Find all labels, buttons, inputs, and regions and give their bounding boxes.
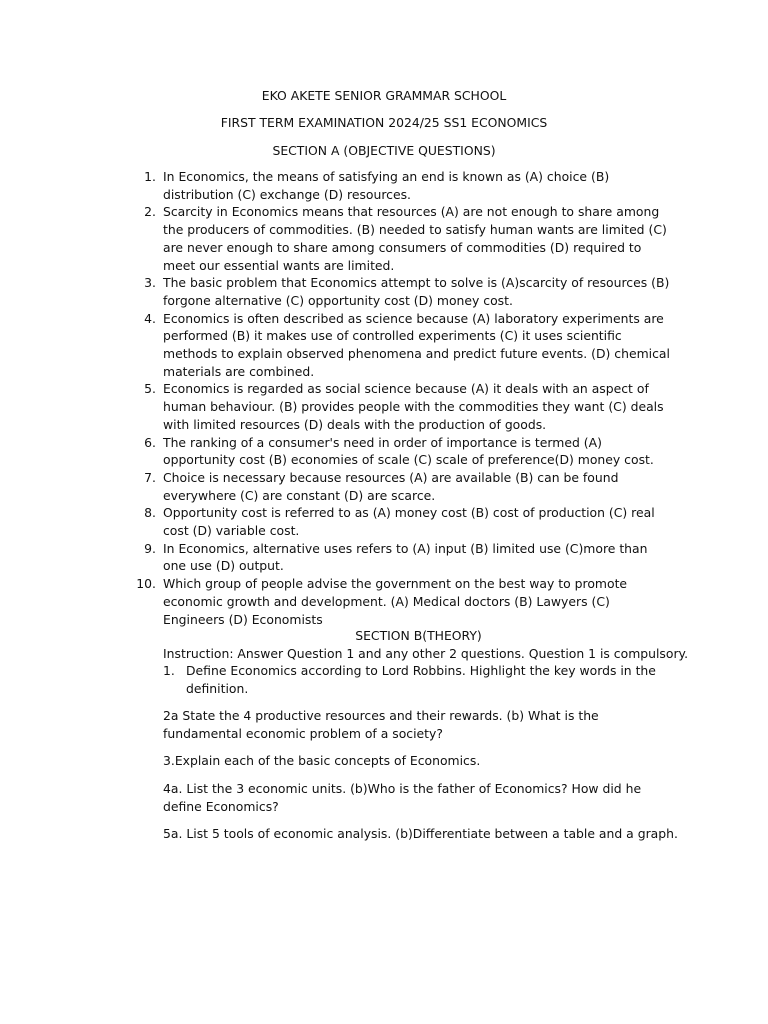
question-item (134, 469, 674, 504)
question-number: 10. (136, 576, 156, 592)
question-item (134, 540, 674, 575)
question-number: 1. (144, 169, 156, 184)
question-text: Economics is regarded as social science because (A) it deals with an aspect of human behaviour. (B) provides people with the commodities they want (C) deals with limited resources (D) deals with the production of goods. (163, 381, 664, 432)
question-text: The ranking of a consumer's need in order of importance is termed (A) opportunity cost (B) economies of scale (C) scale of preference(D) money cost. (163, 434, 654, 468)
question-item (134, 203, 674, 274)
theory-instruction: Instruction: Answer Question 1 and any other 2 questions. Question 1 is compulsory. (163, 646, 689, 661)
question-text: Scarcity in Economics means that resources (A) are not enough to share among the producers of commodities. (B) needed to satisfy human wants are limited (C) are never enough to share among consumers of commodities (D) required to meet our essential wants are limited. (163, 204, 667, 273)
question-item (134, 310, 674, 381)
question-item (134, 168, 674, 203)
question-text: In Economics, alternative uses refers to (A) input (B) limited use (C)more than one use (D) output. (163, 540, 648, 574)
section-a-title: SECTION A (OBJECTIVE QUESTIONS) (272, 143, 496, 158)
question-item (134, 434, 674, 469)
question-number: 4. (144, 310, 156, 326)
objective-questions-list (134, 168, 674, 628)
question-text: In Economics, the means of satisfying an end is known as (A) choice (B) distribution (C) exchange (D) resources. (163, 169, 610, 202)
theory-question-text: Define Economics according to Lord Robbins. Highlight the key words in the definition. (186, 663, 656, 696)
exam-title: FIRST TERM EXAMINATION 2024/25 SS1 ECONOMICS (220, 115, 548, 130)
theory-question-1 (163, 662, 656, 697)
theory-question-3: 3.Explain each of the basic concepts of Economics. (163, 753, 481, 768)
question-number: 7. (144, 469, 156, 485)
question-text: Opportunity cost is referred to as (A) money cost (B) cost of production (C) real cost (D) variable cost. (163, 505, 655, 539)
school-name: EKO AKETE SENIOR GRAMMAR SCHOOL (261, 88, 507, 103)
section-b-title: SECTION B(THEORY) (355, 628, 482, 643)
question-number: 5. (144, 381, 156, 397)
question-text: Which group of people advise the government on the best way to promote economic growth and development. (A) Medical doctors (B) Lawyers (C) Engineers (D) Economists (163, 576, 628, 627)
question-number: 2. (144, 204, 156, 220)
question-item (134, 274, 674, 309)
question-item (134, 504, 674, 539)
question-number: 3. (144, 275, 156, 291)
question-item (134, 380, 674, 433)
theory-question-4: 4a. List the 3 economic units. (b)Who is the father of Economics? How did he define Economics? (163, 781, 642, 814)
question-text: Choice is necessary because resources (A) are available (B) can be found everywhere (C) are constant (D) are scarce. (163, 469, 619, 503)
question-number: 9. (144, 540, 156, 556)
question-item (134, 575, 674, 628)
question-text: The basic problem that Economics attempt to solve is (A)scarcity of resources (B) forgone alternative (C) opportunity cost (D) money cost. (163, 275, 670, 308)
question-number: 6. (144, 434, 156, 450)
theory-question-5: 5a. List 5 tools of economic analysis. (b)Differentiate between a table and a graph. (163, 826, 678, 841)
question-number: 8. (144, 505, 156, 521)
question-text: Economics is often described as science because (A) laboratory experiments are performed (B) it makes use of controlled experiments (C) it uses scientific methods to explain observed phenomena and predict future events. (D) chemical materials are combined. (163, 310, 670, 379)
theory-question-2: 2a State the 4 productive resources and their rewards. (b) What is the fundamental economic problem of a society? (163, 708, 599, 741)
theory-question-number: 1. (163, 663, 175, 678)
